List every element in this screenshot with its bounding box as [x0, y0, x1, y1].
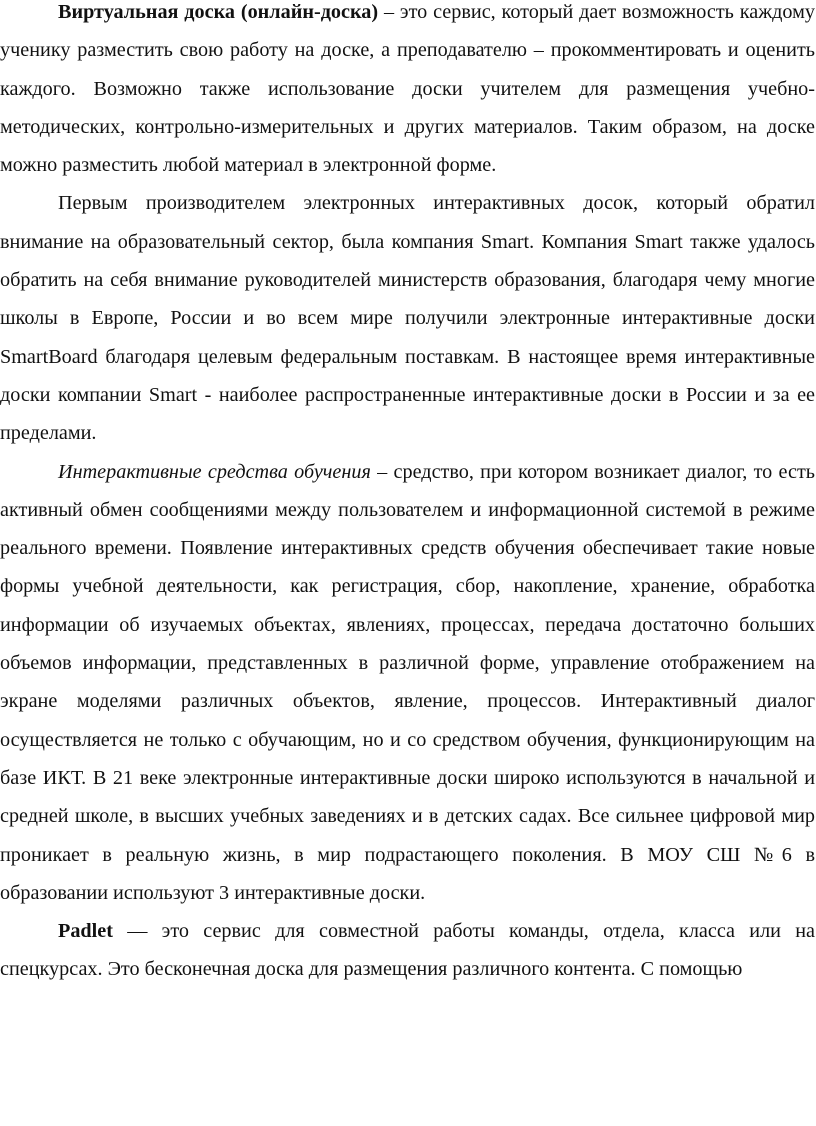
term-virtual-board: Виртуальная доска (онлайн-доска) [58, 1, 379, 23]
paragraph-text: Первым производителем электронных интерактивных досок, который обратил внимание на образовательный сектор, была компания Smart. Компания Smart также удалось обратить на себя внимание руководителей министерств образования, благодаря чему многие школы в Европе, России и во всем мире получили электронные интерактивные доски SmartBoard благодаря целевым федеральным поставкам. В настоящее время интерактивные доски компании Smart - наиболее распространенные интерактивные доски в России и за ее пределами. [0, 192, 815, 445]
paragraph-virtual-board [0, 0, 815, 184]
paragraph-text: – средство, при котором возникает диалог, то есть активный обмен сообщениями между пользователем и информационной системой в режиме реального времени. Появление интерактивных средств обучения обеспечивает такие новые формы учебной деятельности, как регистрация, сбор, накопление, хранение, обработка информации об изучаемых объектах, явлениях, процессах, передача достаточно больших объемов информации, представленных в различной форме, управление отображением на экране моделями различных объектов, явление, процессов. Интерактивный диалог осуществляется не только с обучающим, но и со средством обучения, функционирующим на базе ИКТ. В 21 веке электронные интерактивные доски широко используются в начальной и средней школе, в высших учебных заведениях и в детских садах. Все сильнее цифровой мир проникает в реальную жизнь, в мир подрастающего поколения. В МОУ СШ №6 в образовании используют 3 интерактивные доски. [0, 460, 815, 904]
paragraph-padlet [0, 912, 815, 989]
paragraph-smart-company [0, 184, 815, 452]
term-padlet: Padlet [58, 920, 113, 943]
paragraph-text: – это сервис, который дает возможность каждому ученику разместить свою работу на доске, а преподавателю – прокомментировать и оценить каждого. Возможно также использование доски учителем для размещения учебно-методических, контрольно-измерительных и других материалов. Таким образом, на доске можно разместить любой материал в электронной форме. [0, 1, 815, 177]
paragraph-text: — это сервис для совместной работы команды, отдела, класса или на спецкурсах. Это бесконечная доска для размещения различного контента. С помощью [0, 920, 815, 981]
paragraph-interactive-tools [0, 453, 815, 913]
term-interactive-tools: Интерактивные средства обучения [58, 460, 371, 483]
